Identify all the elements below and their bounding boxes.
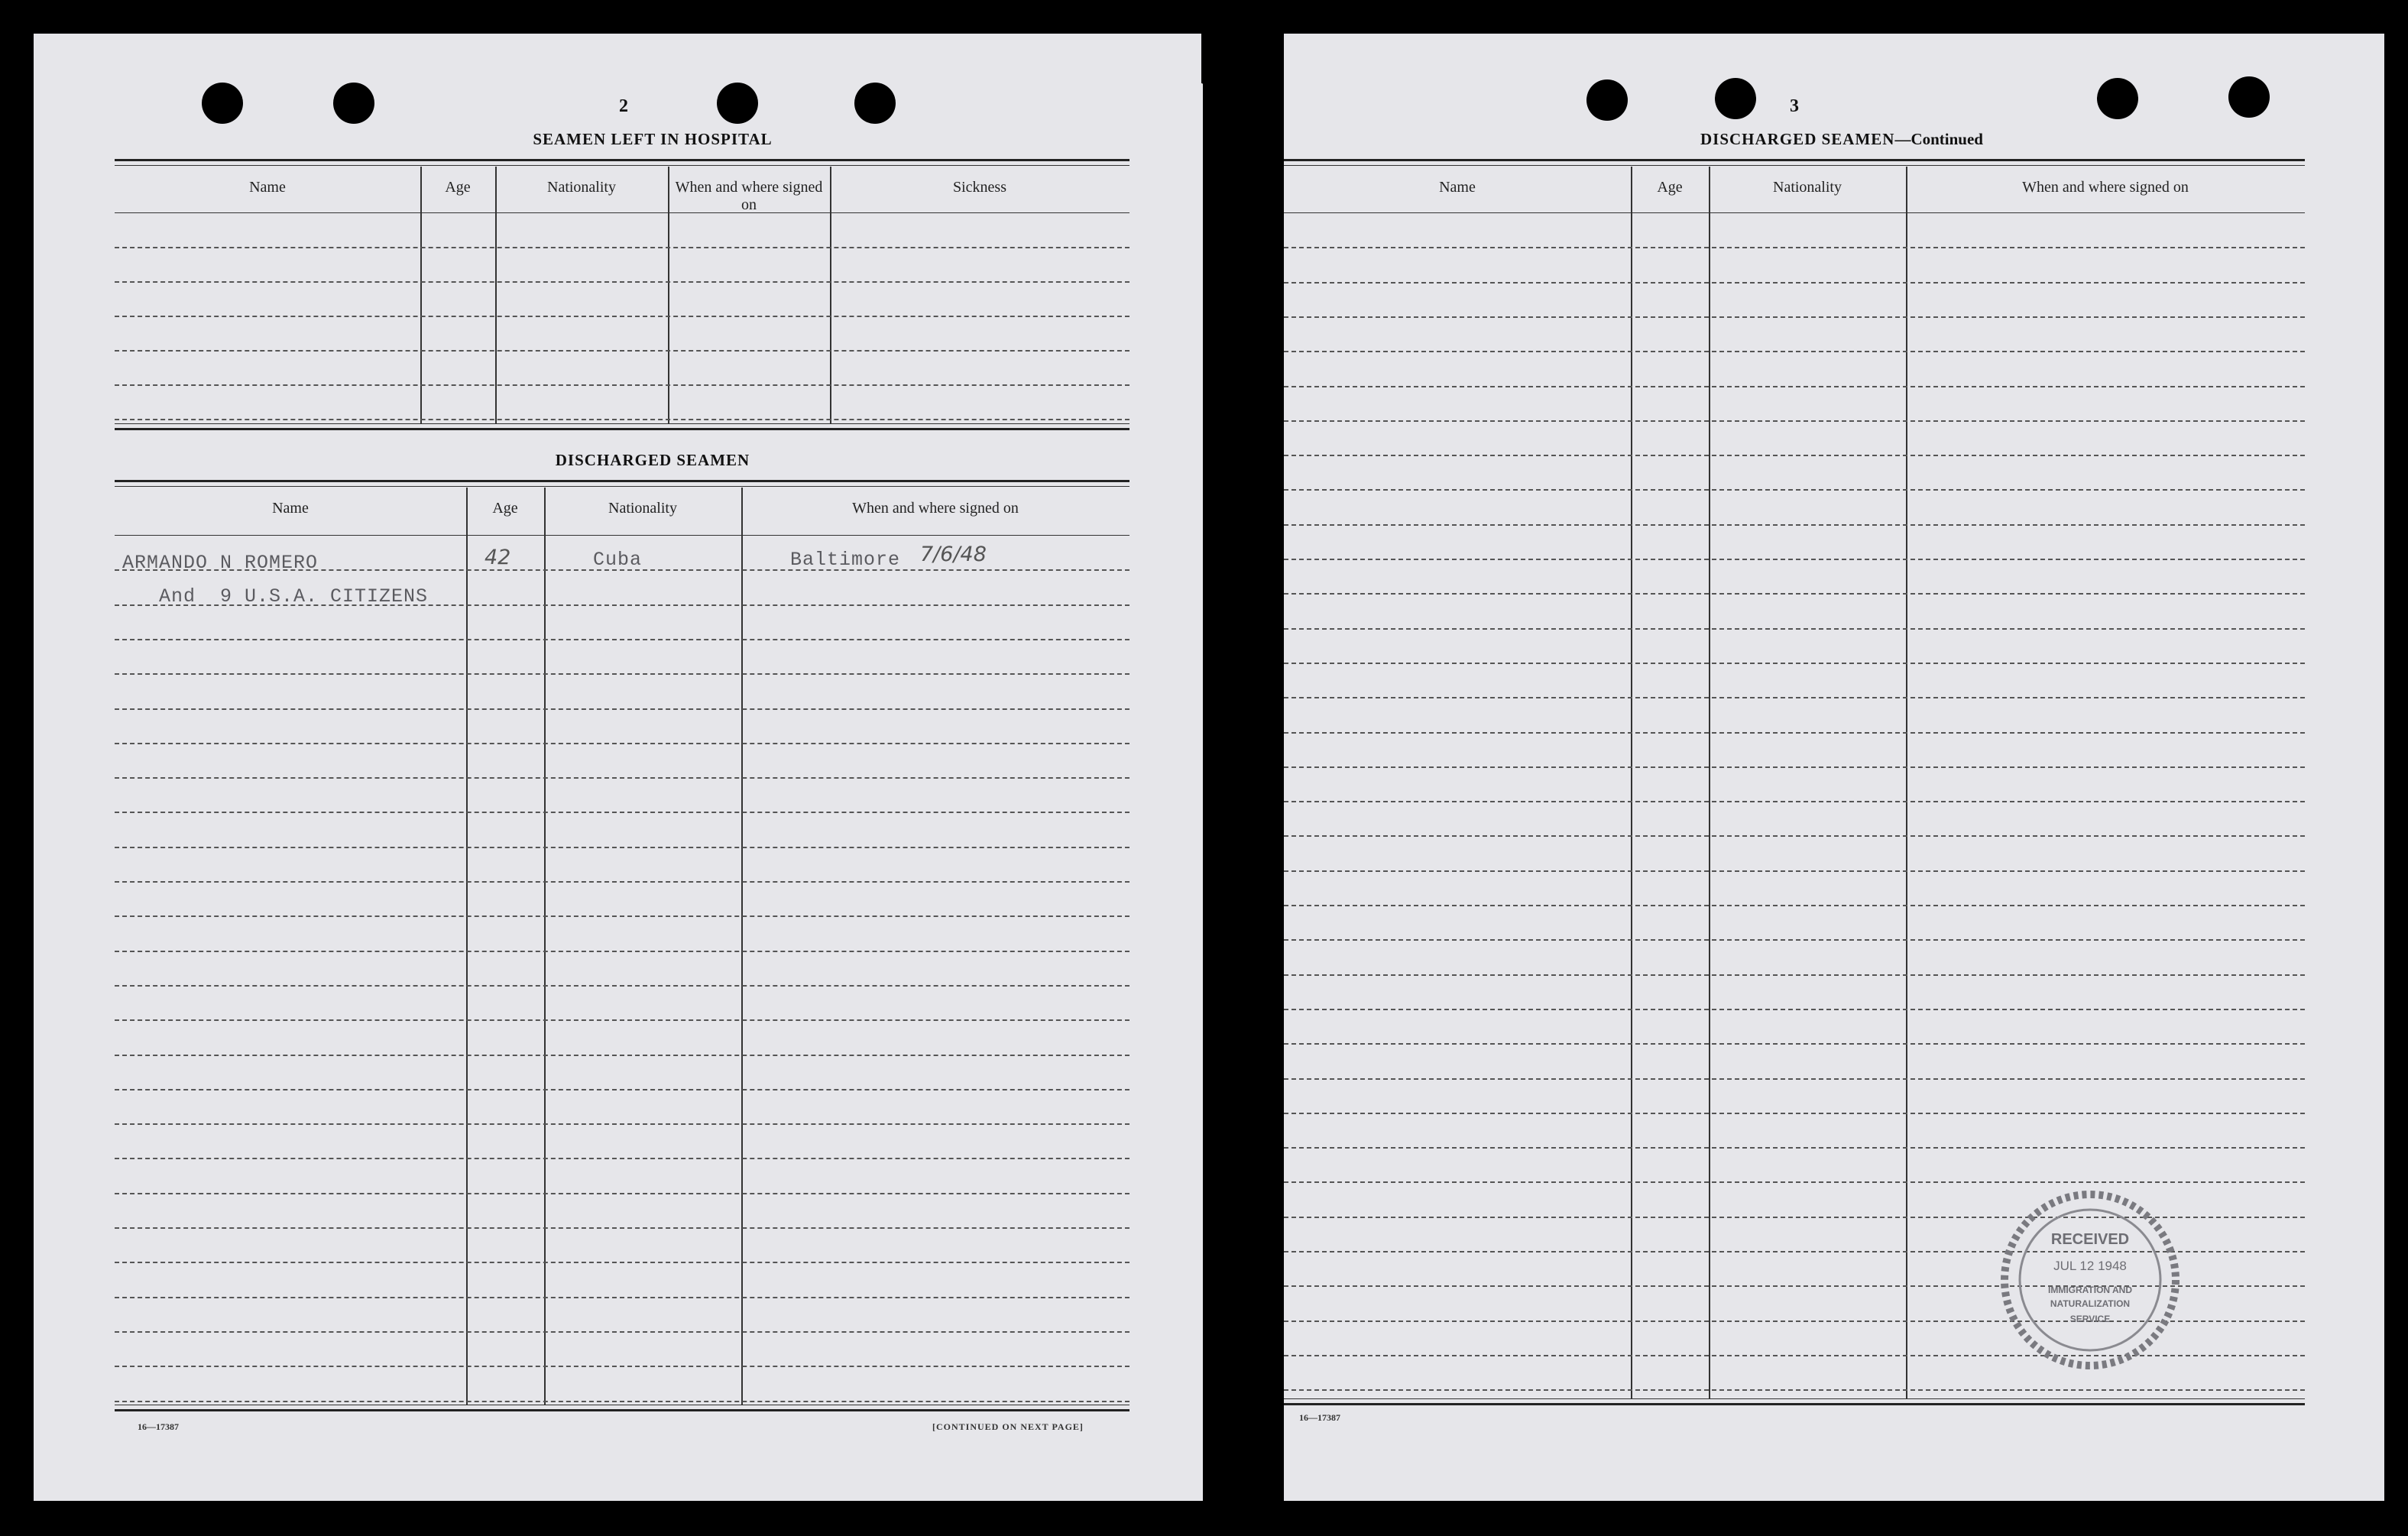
column-divider — [466, 488, 468, 1405]
row-rule — [115, 639, 1129, 640]
column-header: Sickness — [953, 179, 1006, 196]
section-title-suffix: —Continued — [1894, 130, 1983, 148]
row-rule — [115, 1158, 1129, 1159]
entry-nationality: Cuba — [593, 549, 643, 571]
column-header: When and where signed on — [2022, 179, 2189, 196]
punch-hole — [1586, 79, 1628, 121]
column-header: Nationality — [547, 179, 616, 196]
row-rule — [115, 281, 1129, 283]
row-rule — [115, 1019, 1129, 1021]
row-rule — [115, 812, 1129, 813]
punch-hole — [2228, 76, 2270, 118]
row-rule — [1284, 697, 2305, 698]
row-rule — [115, 1227, 1129, 1229]
table-bottom-rule — [1284, 1398, 2305, 1399]
row-rule — [1284, 1009, 2305, 1010]
entry-name: ARMANDO N ROMERO — [122, 552, 319, 574]
column-header: Nationality — [1773, 179, 1842, 196]
punch-hole — [333, 83, 374, 124]
row-rule — [115, 777, 1129, 779]
row-rule — [1284, 939, 2305, 941]
row-rule — [1284, 663, 2305, 664]
section-title-text: DISCHARGED SEAMEN — [1700, 130, 1895, 148]
row-rule — [115, 881, 1129, 883]
row-rule — [1284, 351, 2305, 352]
row-rule — [115, 985, 1129, 987]
table-bottom-rule-thick — [115, 428, 1129, 430]
row-rule — [115, 1123, 1129, 1125]
table-top-rule — [115, 480, 1129, 482]
column-header: Name — [1439, 179, 1476, 196]
table-top-rule — [1284, 159, 2305, 161]
table-bottom-rule-thick — [1284, 1403, 2305, 1405]
punch-hole — [202, 83, 243, 124]
form-number: 16—17387 — [138, 1421, 179, 1432]
row-rule — [1284, 1147, 2305, 1149]
row-rule — [1284, 247, 2305, 248]
column-header: When and where signed on — [675, 179, 823, 213]
row-rule — [1284, 905, 2305, 906]
table-top-rule-inner — [115, 165, 1129, 166]
row-rule — [115, 1193, 1129, 1194]
row-rule — [1284, 801, 2305, 802]
row-rule — [115, 1366, 1129, 1367]
row-rule — [1284, 1113, 2305, 1114]
table-bottom-rule-thick — [115, 1409, 1129, 1411]
column-divider — [544, 488, 546, 1405]
entry-date: 7/6/48 — [920, 543, 987, 566]
row-rule — [1284, 386, 2305, 387]
continued-note: [CONTINUED ON NEXT PAGE] — [932, 1421, 1084, 1432]
row-rule — [115, 247, 1129, 248]
torn-edge — [1201, 34, 1293, 116]
row-rule — [1284, 282, 2305, 284]
page-number: 3 — [1790, 96, 1799, 116]
row-rule — [115, 419, 1129, 420]
form-number: 16—17387 — [1299, 1412, 1340, 1423]
punch-hole — [717, 83, 758, 124]
row-rule — [1284, 1389, 2305, 1391]
stamp-line-1: RECEIVED — [2050, 1231, 2130, 1248]
row-rule — [115, 1297, 1129, 1298]
row-rule — [1284, 732, 2305, 734]
stamp-line-3: IMMIGRATION AND — [2048, 1285, 2132, 1295]
column-header: Age — [1657, 179, 1683, 196]
row-rule — [115, 847, 1129, 848]
row-rule — [115, 1262, 1129, 1263]
row-rule — [1284, 766, 2305, 768]
continued-section-title — [1536, 130, 2147, 149]
table-bottom-rule — [115, 423, 1129, 424]
left-page — [34, 34, 1203, 1501]
hospital-section-title: SEAMEN LEFT IN HOSPITAL — [533, 130, 773, 148]
column-header: Name — [249, 179, 286, 196]
row-rule — [1284, 870, 2305, 872]
row-rule — [1284, 559, 2305, 560]
row-rule — [1284, 420, 2305, 422]
row-rule — [115, 1331, 1129, 1333]
row-rule — [1284, 974, 2305, 976]
row-rule — [115, 350, 1129, 352]
row-rule — [1284, 835, 2305, 837]
punch-hole — [854, 83, 896, 124]
column-header: Age — [492, 500, 518, 517]
row-rule — [1284, 1078, 2305, 1080]
table-header-rule — [115, 535, 1129, 536]
row-rule — [1284, 1043, 2305, 1045]
row-rule — [1284, 489, 2305, 491]
row-rule — [115, 915, 1129, 917]
row-rule — [115, 1401, 1129, 1402]
column-header: Name — [272, 500, 309, 517]
row-rule — [1284, 316, 2305, 318]
stamp-line-2: JUL 12 1948 — [2053, 1259, 2127, 1273]
column-header: When and where signed on — [852, 500, 1019, 517]
stamp-line-5: SERVICE — [2069, 1314, 2111, 1324]
row-rule — [115, 1089, 1129, 1090]
row-rule — [115, 708, 1129, 710]
stamp-line-4: NATURALIZATION — [2050, 1298, 2131, 1309]
page-number: 2 — [619, 96, 628, 116]
row-rule — [1284, 524, 2305, 526]
row-rule — [115, 316, 1129, 317]
column-header: Age — [445, 179, 471, 196]
table-top-rule-inner — [1284, 165, 2305, 166]
right-page — [1284, 34, 2384, 1501]
row-rule — [1284, 455, 2305, 456]
table-top-rule — [115, 159, 1129, 161]
row-rule — [115, 1055, 1129, 1056]
row-rule — [1284, 1181, 2305, 1183]
punch-hole — [2097, 78, 2138, 119]
discharged-section-title: DISCHARGED SEAMEN — [555, 451, 750, 469]
table-header-rule — [115, 212, 1129, 213]
entry-signed-on: Baltimore — [790, 549, 901, 571]
punch-hole — [1715, 78, 1756, 119]
row-rule — [1284, 593, 2305, 595]
row-rule — [1284, 628, 2305, 630]
table-top-rule-inner — [115, 486, 1129, 487]
entry-note: And 9 U.S.A. CITIZENS — [159, 585, 429, 608]
received-stamp — [1995, 1184, 2186, 1376]
row-rule — [115, 384, 1129, 386]
row-rule — [115, 743, 1129, 744]
row-rule — [115, 951, 1129, 952]
column-header: Nationality — [608, 500, 677, 517]
column-divider — [741, 488, 743, 1405]
entry-age: 42 — [485, 546, 511, 569]
table-header-rule — [1284, 212, 2305, 213]
row-rule — [115, 673, 1129, 675]
